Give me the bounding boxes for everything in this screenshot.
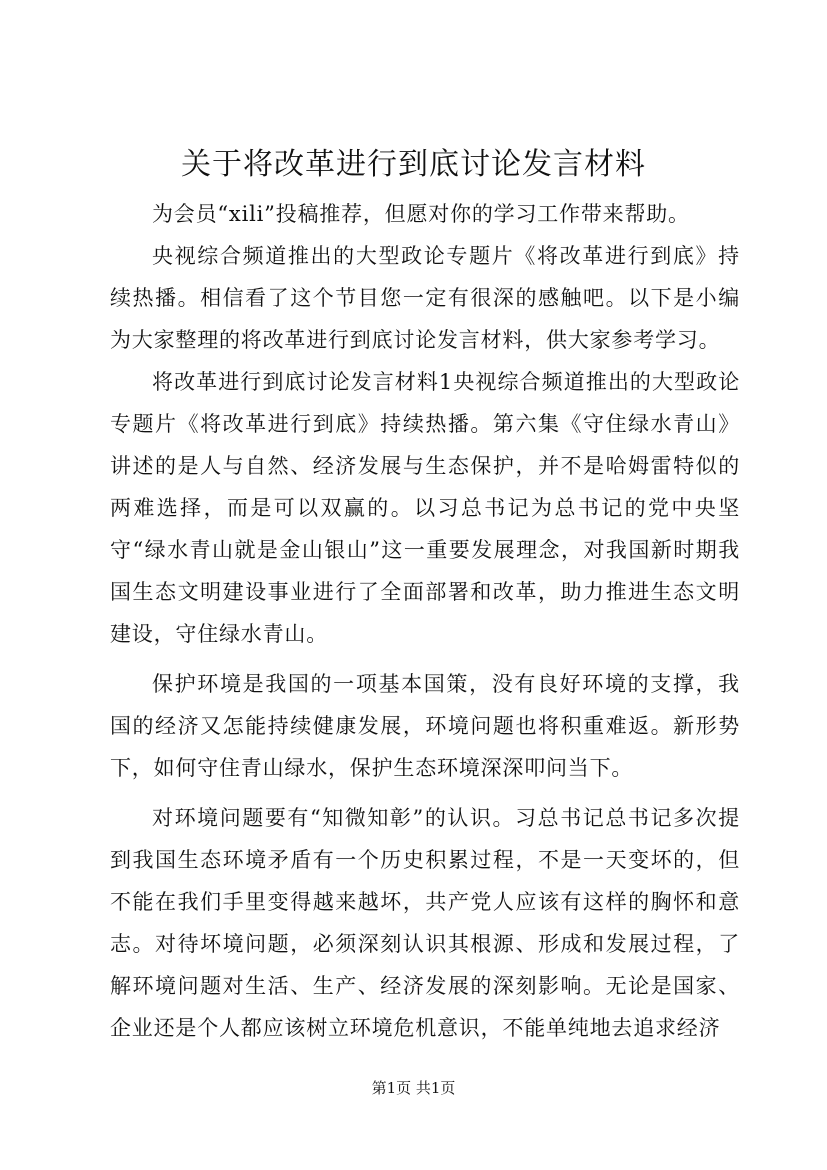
document-title: 关于将改革进行到底讨论发言材料 [181, 147, 646, 182]
paragraph-5: 对环境问题要有“知微知彰”的认识。习总书记总书记多次提到我国生态环境矛盾有一个历史积累过程，不是一天变坏的，但不能在我们手里变得越来越坏，共产党人应该有这样的胸怀和意志。对待坏境问题，必须深刻认识其根源、形成和发展过程，了解环境问题对生活、生产、经济发展的深刻影响。无论是国家、企业还是个人都应该树立环境危机意识，不能单纯地去追求经济 [110, 806, 740, 1040]
paragraph-3: 将改革进行到底讨论发言材料1央视综合频道推出的大型政论专题片《将改革进行到底》持续热播。第六集《守住绿水青山》讲述的是人与自然、经济发展与生态保护，并不是哈姆雷特似的两难选择，而是可以双赢的。以习总书记为总书记的党中央坚守“绿水青山就是金山银山”这一重要发展理念，对我国新时期我国生态文明建设事业进行了全面部署和改革，助力推进生态文明建设，守住绿水青山。 [110, 370, 740, 646]
page-footer: 第1页 共1页 [371, 1079, 456, 1097]
document-body [110, 193, 740, 1049]
paragraph-2: 央视综合频道推出的大型政论专题片《将改革进行到底》持续热播。相信看了这个节目您一定有很深的感触吧。以下是小编为大家整理的将改革进行到底讨论发言材料，供大家参考学习。 [110, 244, 740, 352]
paragraph-1: 为会员“xili”投稿推荐，但愿对你的学习工作带来帮助。 [152, 202, 690, 226]
paragraph-4: 保护环境是我国的一项基本国策，没有良好环境的支撑，我国的经济又怎能持续健康发展，环境问题也将积重难返。新形势下，如何守住青山绿水，保护生态环境深深叩问当下。 [110, 672, 740, 780]
